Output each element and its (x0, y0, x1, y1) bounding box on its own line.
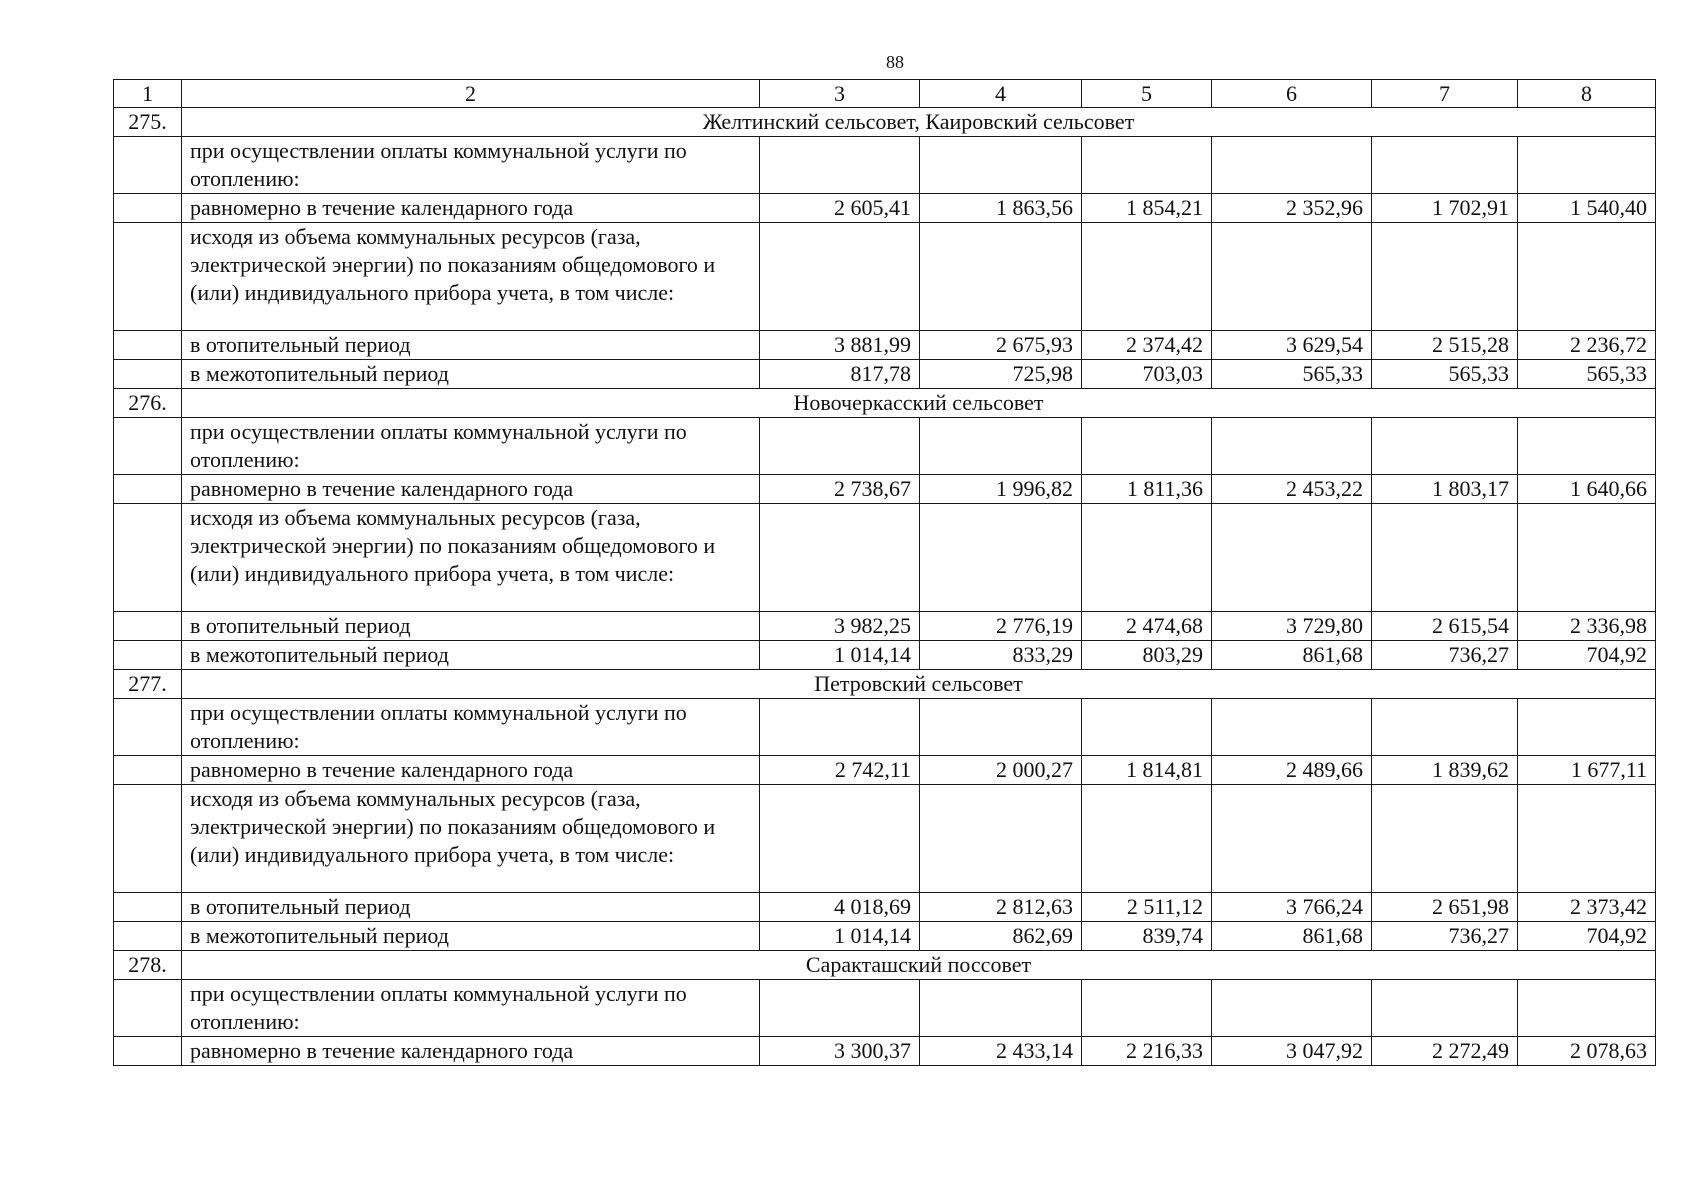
value-cell: 2 615,54 (1372, 612, 1518, 641)
table-row (114, 475, 1656, 504)
value-cell (920, 418, 1082, 475)
row-number-cell (114, 756, 182, 785)
value-cell (1372, 504, 1518, 612)
value-cell: 1 677,11 (1518, 756, 1656, 785)
value-cell: 1 640,66 (1518, 475, 1656, 504)
value-cell: 2 812,63 (920, 893, 1082, 922)
value-cell: 3 729,80 (1212, 612, 1372, 641)
value-cell: 2 216,33 (1082, 1037, 1212, 1066)
table-row (114, 612, 1656, 641)
value-cell (920, 504, 1082, 612)
value-cell: 2 742,11 (760, 756, 920, 785)
value-cell: 3 047,92 (1212, 1037, 1372, 1066)
value-cell (920, 980, 1082, 1037)
row-label: в межотопительный период (182, 922, 760, 951)
value-cell (920, 785, 1082, 893)
value-cell (1372, 418, 1518, 475)
row-number-cell (114, 641, 182, 670)
value-cell (760, 785, 920, 893)
value-cell: 725,98 (920, 360, 1082, 389)
row-number-cell (114, 418, 182, 475)
value-cell: 2 352,96 (1212, 194, 1372, 223)
value-cell (1518, 137, 1656, 194)
value-cell (760, 137, 920, 194)
value-cell (1518, 980, 1656, 1037)
value-cell: 861,68 (1212, 922, 1372, 951)
value-cell: 1 839,62 (1372, 756, 1518, 785)
row-number-cell (114, 785, 182, 893)
value-cell: 1 811,36 (1082, 475, 1212, 504)
section-number: 275. (114, 108, 182, 137)
value-cell (760, 418, 920, 475)
value-cell (1518, 504, 1656, 612)
value-cell: 803,29 (1082, 641, 1212, 670)
value-cell: 2 453,22 (1212, 475, 1372, 504)
value-cell (1212, 785, 1372, 893)
value-cell: 736,27 (1372, 922, 1518, 951)
value-cell: 2 236,72 (1518, 331, 1656, 360)
value-cell: 565,33 (1212, 360, 1372, 389)
value-cell (1372, 980, 1518, 1037)
row-number-cell (114, 331, 182, 360)
row-number-cell (114, 360, 182, 389)
row-number-cell (114, 504, 182, 612)
value-cell: 2 511,12 (1082, 893, 1212, 922)
value-cell (1372, 699, 1518, 756)
value-cell: 3 982,25 (760, 612, 920, 641)
tariff-table (113, 79, 1656, 1066)
value-cell (1518, 699, 1656, 756)
value-cell (1082, 980, 1212, 1037)
value-cell: 704,92 (1518, 641, 1656, 670)
table-row (114, 785, 1656, 893)
row-label: равномерно в течение календарного года (182, 756, 760, 785)
value-cell: 1 540,40 (1518, 194, 1656, 223)
value-cell (1082, 223, 1212, 331)
table-row (114, 360, 1656, 389)
value-cell (1082, 504, 1212, 612)
value-cell: 2 651,98 (1372, 893, 1518, 922)
value-cell (1082, 785, 1212, 893)
value-cell (760, 699, 920, 756)
row-label: исходя из объема коммунальных ресурсов (газа, электрической энергии) по показаниям общедомового и (или) индивидуального прибора учета, в том числе: (182, 504, 760, 612)
column-number: 5 (1082, 80, 1212, 108)
column-number: 8 (1518, 80, 1656, 108)
row-number-cell (114, 194, 182, 223)
value-cell (1518, 785, 1656, 893)
table-row (114, 1037, 1656, 1066)
value-cell (760, 980, 920, 1037)
table-row (114, 418, 1656, 475)
section-number: 276. (114, 389, 182, 418)
row-number-cell (114, 893, 182, 922)
row-label: при осуществлении оплаты коммунальной услуги по отоплению: (182, 137, 760, 194)
value-cell: 839,74 (1082, 922, 1212, 951)
value-cell: 1 014,14 (760, 641, 920, 670)
value-cell: 1 814,81 (1082, 756, 1212, 785)
table-row (114, 893, 1656, 922)
row-label: в отопительный период (182, 893, 760, 922)
column-number: 1 (114, 80, 182, 108)
row-number-cell (114, 137, 182, 194)
row-label: исходя из объема коммунальных ресурсов (газа, электрической энергии) по показаниям общедомового и (или) индивидуального прибора учета, в том числе: (182, 223, 760, 331)
value-cell: 2 474,68 (1082, 612, 1212, 641)
value-cell (1212, 418, 1372, 475)
row-label: равномерно в течение календарного года (182, 1037, 760, 1066)
row-label: равномерно в течение календарного года (182, 194, 760, 223)
value-cell: 2 776,19 (920, 612, 1082, 641)
value-cell: 2 515,28 (1372, 331, 1518, 360)
table-row (114, 641, 1656, 670)
row-number-cell (114, 475, 182, 504)
column-number: 7 (1372, 80, 1518, 108)
value-cell: 2 489,66 (1212, 756, 1372, 785)
value-cell: 2 605,41 (760, 194, 920, 223)
value-cell (920, 223, 1082, 331)
value-cell (1212, 223, 1372, 331)
value-cell: 3 766,24 (1212, 893, 1372, 922)
column-number: 6 (1212, 80, 1372, 108)
row-label: в межотопительный период (182, 641, 760, 670)
value-cell: 2 373,42 (1518, 893, 1656, 922)
value-cell (920, 137, 1082, 194)
value-cell: 4 018,69 (760, 893, 920, 922)
table-row (114, 922, 1656, 951)
value-cell (1082, 418, 1212, 475)
section-title: Новочеркасский сельсовет (182, 389, 1656, 418)
value-cell (1082, 137, 1212, 194)
value-cell (920, 699, 1082, 756)
section-number: 277. (114, 670, 182, 699)
column-number: 3 (760, 80, 920, 108)
row-label: исходя из объема коммунальных ресурсов (газа, электрической энергии) по показаниям общедомового и (или) индивидуального прибора учета, в том числе: (182, 785, 760, 893)
value-cell: 1 702,91 (1372, 194, 1518, 223)
value-cell (760, 504, 920, 612)
row-label: в отопительный период (182, 331, 760, 360)
table-row (114, 194, 1656, 223)
value-cell: 565,33 (1518, 360, 1656, 389)
table-row (114, 980, 1656, 1037)
value-cell (1518, 223, 1656, 331)
row-label: в отопительный период (182, 612, 760, 641)
value-cell: 565,33 (1372, 360, 1518, 389)
column-number: 2 (182, 80, 760, 108)
value-cell (1372, 785, 1518, 893)
table-row (114, 331, 1656, 360)
value-cell: 861,68 (1212, 641, 1372, 670)
value-cell: 833,29 (920, 641, 1082, 670)
table-row (114, 756, 1656, 785)
row-label: в межотопительный период (182, 360, 760, 389)
row-number-cell (114, 1037, 182, 1066)
row-number-cell (114, 612, 182, 641)
value-cell: 1 854,21 (1082, 194, 1212, 223)
row-number-cell (114, 699, 182, 756)
value-cell: 2 336,98 (1518, 612, 1656, 641)
value-cell: 2 675,93 (920, 331, 1082, 360)
value-cell: 1 014,14 (760, 922, 920, 951)
value-cell: 862,69 (920, 922, 1082, 951)
section-title: Саракташский поссовет (182, 951, 1656, 980)
value-cell: 2 433,14 (920, 1037, 1082, 1066)
row-label: при осуществлении оплаты коммунальной услуги по отоплению: (182, 699, 760, 756)
value-cell (760, 223, 920, 331)
row-number-cell (114, 922, 182, 951)
value-cell: 703,03 (1082, 360, 1212, 389)
row-label: при осуществлении оплаты коммунальной услуги по отоплению: (182, 980, 760, 1037)
value-cell (1212, 980, 1372, 1037)
row-number-cell (114, 223, 182, 331)
row-number-cell (114, 980, 182, 1037)
value-cell: 3 300,37 (760, 1037, 920, 1066)
value-cell: 3 629,54 (1212, 331, 1372, 360)
section-header-row (114, 108, 1656, 137)
section-header-row (114, 670, 1656, 699)
value-cell: 3 881,99 (760, 331, 920, 360)
section-number: 278. (114, 951, 182, 980)
table-row (114, 504, 1656, 612)
page-number: 88 (886, 52, 904, 72)
section-header-row (114, 389, 1656, 418)
value-cell: 704,92 (1518, 922, 1656, 951)
value-cell: 817,78 (760, 360, 920, 389)
value-cell (1372, 137, 1518, 194)
table-row (114, 223, 1656, 331)
value-cell: 2 000,27 (920, 756, 1082, 785)
section-header-row (114, 951, 1656, 980)
value-cell: 2 078,63 (1518, 1037, 1656, 1066)
value-cell (1212, 699, 1372, 756)
value-cell (1082, 699, 1212, 756)
value-cell (1212, 504, 1372, 612)
value-cell (1518, 418, 1656, 475)
value-cell: 2 738,67 (760, 475, 920, 504)
value-cell (1212, 137, 1372, 194)
value-cell: 2 272,49 (1372, 1037, 1518, 1066)
row-label: при осуществлении оплаты коммунальной услуги по отоплению: (182, 418, 760, 475)
column-number: 4 (920, 80, 1082, 108)
section-title: Желтинский сельсовет, Каировский сельсовет (182, 108, 1656, 137)
value-cell: 2 374,42 (1082, 331, 1212, 360)
value-cell: 1 996,82 (920, 475, 1082, 504)
value-cell (1372, 223, 1518, 331)
table-row (114, 699, 1656, 756)
value-cell: 1 863,56 (920, 194, 1082, 223)
value-cell: 736,27 (1372, 641, 1518, 670)
section-title: Петровский сельсовет (182, 670, 1656, 699)
table-row (114, 137, 1656, 194)
value-cell: 1 803,17 (1372, 475, 1518, 504)
row-label: равномерно в течение календарного года (182, 475, 760, 504)
column-number-row (114, 80, 1656, 108)
